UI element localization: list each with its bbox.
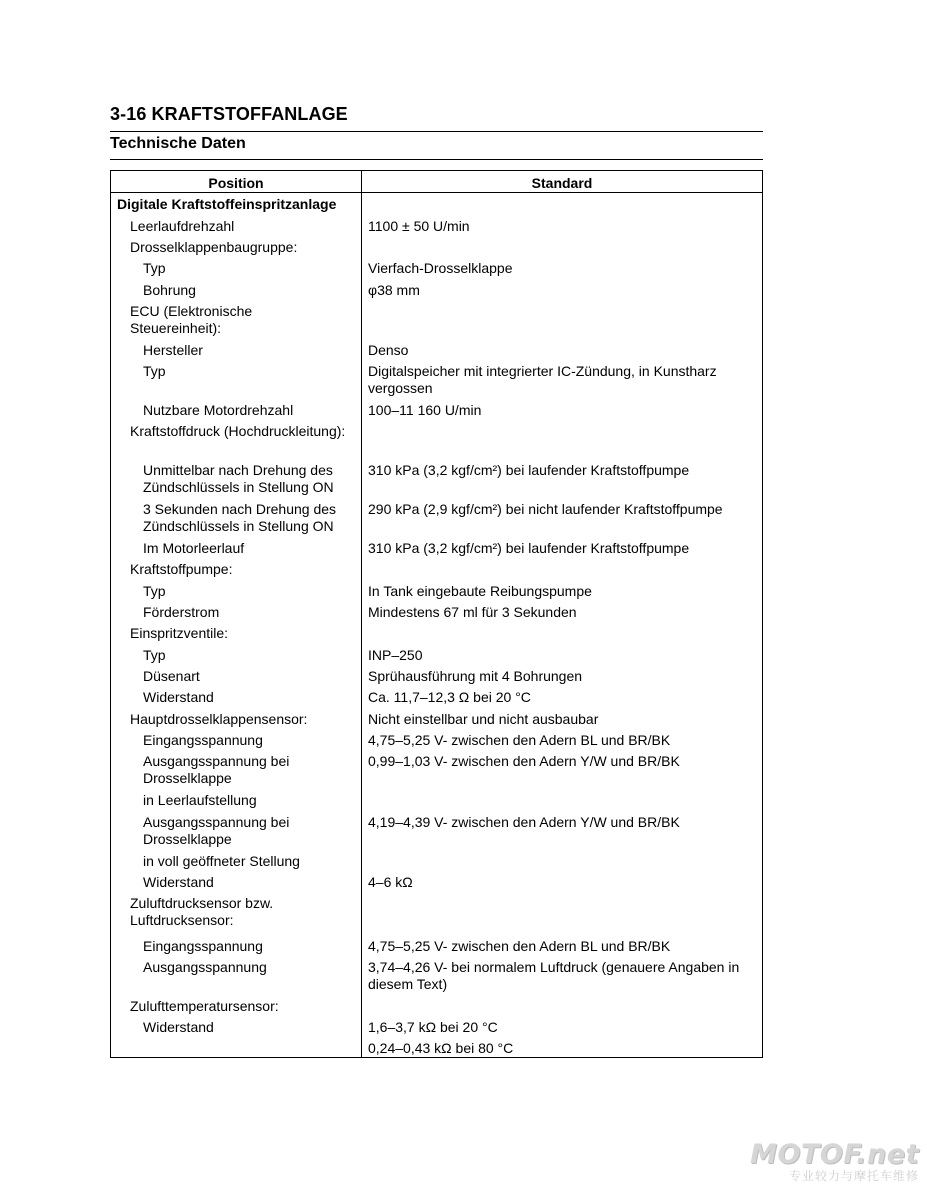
- row-position: Eingangsspannung: [143, 732, 263, 748]
- row-standard: 4,19–4,39 V- zwischen den Adern Y/W und BR/BK: [368, 814, 680, 830]
- row-position: Zulufttemperatursensor:: [130, 998, 279, 1014]
- row-standard: 4,75–5,25 V- zwischen den Adern BL und BR/BK: [368, 732, 671, 748]
- row-position: Typ: [143, 260, 166, 276]
- header-standard: Standard: [531, 175, 593, 191]
- row-standard: φ38 mm: [368, 282, 420, 298]
- row-position: Im Motorleerlauf: [143, 540, 245, 556]
- row-position: 3 Sekunden nach Drehung des Zündschlüssels in Stellung ON: [143, 501, 337, 534]
- row-standard: Mindestens 67 ml für 3 Sekunden: [368, 604, 577, 620]
- row-position: Einspritzventile:: [130, 625, 229, 641]
- spec-table: [110, 170, 763, 1058]
- row-position: Nutzbare Motordrehzahl: [143, 402, 294, 418]
- row-position: in voll geöffneter Stellung: [143, 853, 300, 869]
- table-header: [111, 171, 762, 193]
- row-position: Widerstand: [143, 1019, 214, 1035]
- section-rule: [110, 159, 763, 160]
- row-standard: 4,75–5,25 V- zwischen den Adern BL und BR/BK: [368, 938, 671, 954]
- row-position: Zuluftdrucksensor bzw. Luftdrucksensor:: [130, 895, 274, 928]
- row-position: in Leerlaufstellung: [143, 792, 257, 808]
- row-position: Ausgangsspannung: [143, 959, 267, 975]
- row-standard: Vierfach-Drosselklappe: [368, 260, 513, 276]
- row-standard: Sprühausführung mit 4 Bohrungen: [368, 668, 583, 684]
- row-position: Digitale Kraftstoffeinspritzanlage: [117, 196, 337, 212]
- row-standard: 1100 ± 50 U/min: [368, 218, 470, 234]
- row-position: Förderstrom: [143, 604, 220, 620]
- row-position: Kraftstoffdruck (Hochdruckleitung):: [130, 423, 346, 439]
- row-standard: In Tank eingebaute Reibungspumpe: [368, 583, 592, 599]
- row-standard: 310 kPa (3,2 kgf/cm²) bei laufender Kraftstoffpumpe: [368, 462, 690, 478]
- row-standard: Digitalspeicher mit integrierter IC-Zündung, in Kunstharz vergossen: [368, 363, 717, 396]
- row-position: Kraftstoffpumpe:: [130, 561, 233, 577]
- row-position: Widerstand: [143, 874, 214, 890]
- row-position: ECU (Elektronische Steuereinheit):: [130, 303, 253, 336]
- row-standard: Denso: [368, 342, 409, 358]
- row-standard: Nicht einstellbar und nicht ausbaubar: [368, 711, 599, 727]
- row-position: Typ: [143, 363, 166, 379]
- row-position: Unmittelbar nach Drehung des Zündschlüssels in Stellung ON: [143, 462, 334, 495]
- header-position: Position: [208, 175, 264, 191]
- row-standard: 310 kPa (3,2 kgf/cm²) bei laufender Kraftstoffpumpe: [368, 540, 690, 556]
- row-standard: 0,99–1,03 V- zwischen den Adern Y/W und BR/BK: [368, 753, 680, 769]
- watermark-tagline: 专业较力与摩托车维修: [788, 1169, 919, 1183]
- row-standard: INP–250: [368, 647, 423, 663]
- section-title: Technische Daten: [110, 135, 246, 152]
- row-standard: 0,24–0,43 kΩ bei 80 °C: [368, 1040, 514, 1056]
- row-position: Widerstand: [143, 689, 214, 705]
- row-standard: 3,74–4,26 V- bei normalem Luftdruck (genauere Angaben in diesem Text): [368, 959, 740, 992]
- chapter-title: 3-16 KRAFTSTOFFANLAGE: [110, 104, 348, 124]
- title-rule: [110, 131, 763, 132]
- row-standard: 100–11 160 U/min: [368, 402, 482, 418]
- row-position: Ausgangsspannung bei Drosselklappe: [143, 753, 290, 786]
- row-standard: Ca. 11,7–12,3 Ω bei 20 °C: [368, 689, 531, 705]
- row-position: Drosselklappenbaugruppe:: [130, 239, 298, 255]
- row-position: Typ: [143, 647, 166, 663]
- row-position: Bohrung: [143, 282, 196, 298]
- row-position: Hersteller: [143, 342, 203, 358]
- row-position: Leerlaufdrehzahl: [130, 218, 235, 234]
- row-position: Typ: [143, 583, 166, 599]
- watermark: [750, 1139, 919, 1184]
- row-position: Ausgangsspannung bei Drosselklappe: [143, 814, 290, 847]
- watermark-logo: MOTOF.net: [750, 1139, 919, 1170]
- row-position: Düsenart: [143, 668, 200, 684]
- row-position: Hauptdrosselklappensensor:: [130, 711, 308, 727]
- row-standard: 290 kPa (2,9 kgf/cm²) bei nicht laufender Kraftstoffpumpe: [368, 501, 723, 517]
- row-standard: 1,6–3,7 kΩ bei 20 °C: [368, 1019, 498, 1035]
- row-position: Eingangsspannung: [143, 938, 263, 954]
- row-standard: 4–6 kΩ: [368, 874, 413, 890]
